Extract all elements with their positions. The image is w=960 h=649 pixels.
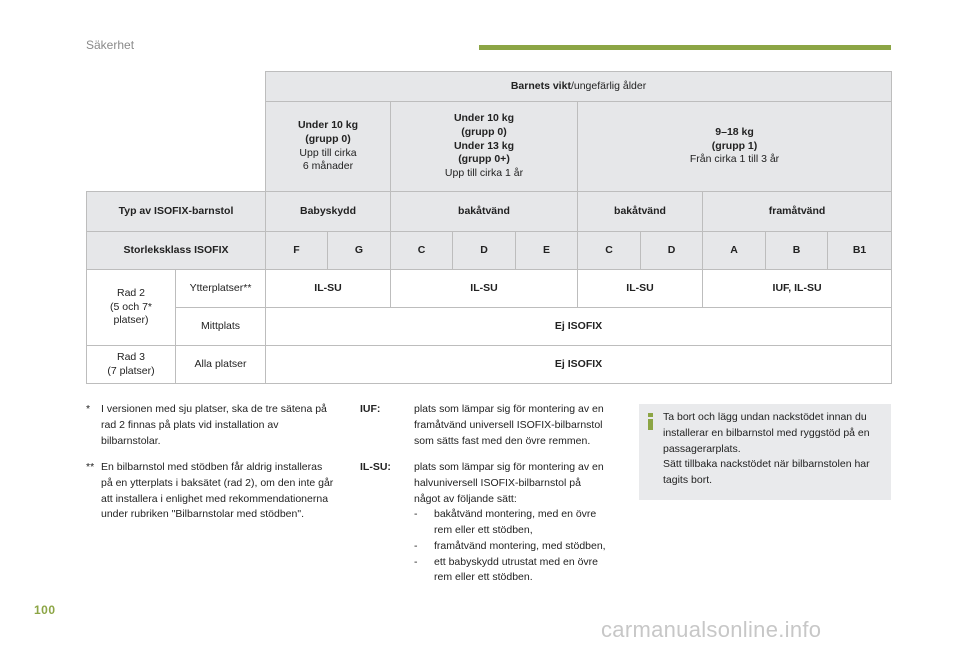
info-box [639, 404, 891, 500]
type-cell: bakåtvänd [391, 192, 578, 232]
row3-label [87, 346, 176, 384]
page-number: 100 [34, 603, 56, 617]
size-cell: C [391, 232, 453, 270]
weight-group-line: (grupp 1) [711, 139, 758, 152]
row2-label-line: platser) [113, 314, 149, 327]
weight-group-age: Upp till cirka [299, 146, 357, 159]
size-row-label: Storleksklass ISOFIX [87, 232, 266, 270]
weight-group-line: 9–18 kg [715, 126, 754, 139]
legend-sub-text: ett babyskydd utrustat med en övre rem eller ett stödben. [434, 555, 599, 584]
row3-label-line: (7 platser) [107, 364, 155, 377]
weight-group-line: (grupp 0) [461, 126, 507, 139]
all-seats-label: Alla platser [176, 346, 266, 384]
section-title: Säkerhet [86, 38, 135, 52]
legend-sub-item [414, 539, 610, 555]
size-cell: A [703, 232, 766, 270]
row2-label [87, 270, 176, 346]
legend-key: IUF: [360, 403, 381, 415]
size-cell: B [766, 232, 828, 270]
row2-label-line: Rad 2 [116, 287, 146, 300]
legend-dash: - [414, 539, 418, 552]
outer-seat-cell: IUF, IL-SU [703, 270, 892, 308]
size-cell: C [578, 232, 641, 270]
weight-group-age: Från cirka 1 till 3 år [689, 153, 780, 166]
footnote-text: I versionen med sju platser, ska de tre sätena på rad 2 finnas på plats vid installation av bilbarnstolar. [101, 403, 327, 447]
weight-group-line: (grupp 0+) [458, 153, 510, 166]
weight-group-line: Under 13 kg [453, 139, 515, 152]
watermark: carmanualsonline.info [601, 617, 822, 642]
footnote-double-star [86, 460, 336, 523]
footnote-marker: * [86, 403, 91, 415]
legend-text-block [414, 460, 610, 586]
outer-seat-cell: IL-SU [391, 270, 578, 308]
weight-group-0 [266, 102, 391, 192]
legend-sub-item [414, 555, 610, 587]
middle-seat-value: Ej ISOFIX [266, 308, 892, 346]
row3-label-line: Rad 3 [116, 350, 146, 363]
info-icon [648, 413, 653, 430]
blank-corner [87, 72, 266, 192]
legend-dash: - [414, 555, 418, 568]
weight-group-2 [578, 102, 892, 192]
weight-group-age: 6 månader [302, 160, 354, 173]
legend-ilsu [360, 460, 610, 586]
size-cell: G [328, 232, 391, 270]
legend-sub-text: framåtvänd montering, med stödben, [434, 539, 606, 552]
weight-header-rest: /ungefärlig ålder [570, 79, 647, 92]
outer-seat-cell: IL-SU [578, 270, 703, 308]
row2-label-line: (5 och 7* [109, 300, 153, 313]
size-cell: B1 [828, 232, 892, 270]
legend-iuf [360, 402, 610, 449]
footnote-marker: ** [86, 461, 95, 473]
legend-key: IL-SU: [360, 461, 391, 473]
row3-value: Ej ISOFIX [266, 346, 892, 384]
weight-header [266, 72, 892, 102]
type-cell: Babyskydd [266, 192, 391, 232]
outer-seat-cell: IL-SU [266, 270, 391, 308]
footnote-single-star [86, 402, 336, 449]
type-row-label: Typ av ISOFIX-barnstol [87, 192, 266, 232]
type-cell: framåtvänd [703, 192, 892, 232]
size-cell: E [516, 232, 578, 270]
legend-text: plats som lämpar sig för montering av en halvuniversell ISOFIX-bilbarnstol på något av följande sätt: [414, 461, 604, 505]
weight-group-line: (grupp 0) [305, 132, 351, 145]
info-text: Ta bort och lägg undan nackstödet innan du installerar en bilbarnstol med ryggstöd på en passagerarplats. [663, 411, 870, 455]
weight-group-age: Upp till cirka 1 år [444, 166, 524, 179]
legend-sub-text: bakåtvänd montering, med en övre rem eller ett stödben, [434, 508, 597, 536]
isofix-table [86, 71, 892, 384]
size-cell: D [453, 232, 516, 270]
middle-seat-label: Mittplats [176, 308, 266, 346]
footnote-text: En bilbarnstol med stödben får aldrig installeras på en ytterplats i baksätet (rad 2), om den inte går att installera i enlighet med rekommendationerna under rubriken "Bilbarnstolar med stödben". [101, 461, 334, 521]
header-accent-bar [479, 45, 891, 50]
info-text: Sätt tillbaka nackstödet när bilbarnstolen har tagits bort. [663, 458, 870, 486]
outer-seats-label: Ytterplatser** [176, 270, 266, 308]
type-cell: bakåtvänd [578, 192, 703, 232]
legend-sub-item [414, 507, 610, 539]
size-cell: D [641, 232, 703, 270]
legend-text: plats som lämpar sig för montering av en framåtvänd universell ISOFIX-bilbarnstol som sätts fast med den övre remmen. [414, 403, 604, 447]
weight-group-line: Under 10 kg [453, 112, 515, 125]
weight-group-1 [391, 102, 578, 192]
legend-dash: - [414, 508, 418, 521]
weight-header-bold: Barnets vikt [510, 79, 571, 92]
weight-group-line: Under 10 kg [297, 119, 359, 132]
size-cell: F [266, 232, 328, 270]
